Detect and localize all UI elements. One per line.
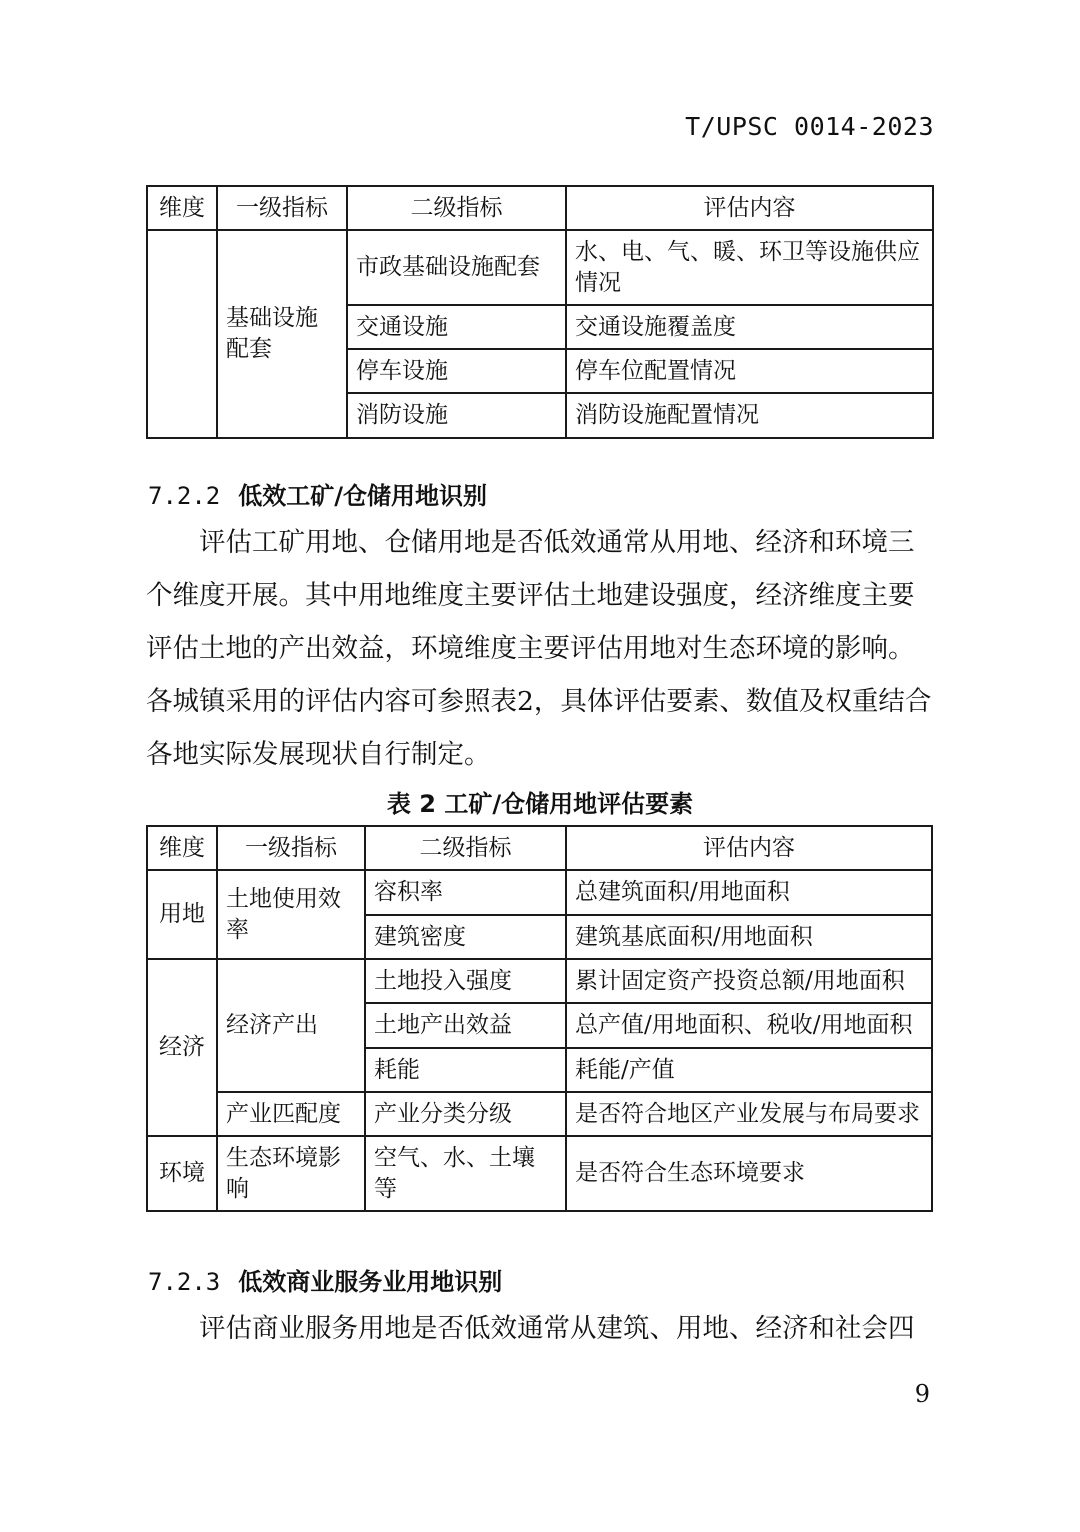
header-content: 评估内容 bbox=[566, 186, 933, 230]
section-number: 7.2.2 bbox=[148, 482, 221, 510]
secondary-indicator-cell: 建筑密度 bbox=[365, 915, 566, 959]
header-primary-indicator: 一级指标 bbox=[217, 826, 365, 870]
table-row bbox=[147, 1092, 932, 1136]
header-secondary-indicator: 二级指标 bbox=[365, 826, 566, 870]
table-row bbox=[147, 230, 933, 305]
content-cell: 累计固定资产投资总额/用地面积 bbox=[566, 959, 932, 1003]
section-title: 低效商业服务业用地识别 bbox=[238, 1268, 503, 1296]
content-cell: 总建筑面积/用地面积 bbox=[566, 870, 932, 915]
secondary-indicator-cell: 交通设施 bbox=[347, 305, 566, 349]
dimension-cell: 环境 bbox=[147, 1136, 217, 1211]
primary-indicator-cell: 经济产出 bbox=[217, 959, 365, 1092]
section-paragraph: 评估工矿用地、仓储用地是否低效通常从用地、经济和环境三个维度开展。其中用地维度主要评估土地建设强度，经济维度主要评估土地的产出效益，环境维度主要评估用地对生态环境的影响。各城镇采用的评估内容可参照表2，具体评估要素、数值及权重结合各地实际发展现状自行制定。 bbox=[146, 527, 932, 770]
secondary-indicator-cell: 耗能 bbox=[365, 1048, 566, 1092]
table-header-row bbox=[147, 826, 932, 870]
secondary-indicator-cell: 产业分类分级 bbox=[365, 1092, 566, 1136]
section-heading-7-2-3 bbox=[148, 1262, 502, 1297]
secondary-indicator-cell: 消防设施 bbox=[347, 393, 566, 438]
page-number: 9 bbox=[914, 1380, 930, 1408]
primary-indicator-cell: 基础设施配套 bbox=[217, 230, 347, 438]
table-row bbox=[147, 959, 932, 1003]
infrastructure-table bbox=[146, 185, 934, 439]
section-heading-7-2-2 bbox=[148, 476, 487, 511]
section-title: 低效工矿/仓储用地识别 bbox=[238, 482, 488, 510]
secondary-indicator-cell: 停车设施 bbox=[347, 349, 566, 393]
table-row bbox=[147, 870, 932, 915]
content-cell: 交通设施覆盖度 bbox=[566, 305, 933, 349]
content-cell: 建筑基底面积/用地面积 bbox=[566, 915, 932, 959]
content-cell: 是否符合生态环境要求 bbox=[566, 1136, 932, 1211]
primary-indicator-cell: 产业匹配度 bbox=[217, 1092, 365, 1136]
primary-indicator-cell: 土地使用效率 bbox=[217, 870, 365, 959]
table-header-row bbox=[147, 186, 933, 230]
secondary-indicator-cell: 土地产出效益 bbox=[365, 1003, 566, 1048]
document-id: T/UPSC 0014-2023 bbox=[685, 112, 934, 141]
content-cell: 总产值/用地面积、税收/用地面积 bbox=[566, 1003, 932, 1048]
header-secondary-indicator: 二级指标 bbox=[347, 186, 566, 230]
secondary-indicator-cell: 空气、水、土壤等 bbox=[365, 1136, 566, 1211]
secondary-indicator-cell: 土地投入强度 bbox=[365, 959, 566, 1003]
section-paragraph: 评估商业服务用地是否低效通常从建筑、用地、经济和社会四 bbox=[199, 1313, 915, 1344]
header-primary-indicator: 一级指标 bbox=[217, 186, 347, 230]
content-cell: 消防设施配置情况 bbox=[566, 393, 933, 438]
industrial-evaluation-table bbox=[146, 825, 933, 1212]
dimension-cell: 经济 bbox=[147, 959, 217, 1136]
content-cell: 停车位配置情况 bbox=[566, 349, 933, 393]
primary-indicator-cell: 生态环境影响 bbox=[217, 1136, 365, 1211]
table-caption: 表 2 工矿/仓储用地评估要素 bbox=[386, 790, 694, 818]
content-cell: 耗能/产值 bbox=[566, 1048, 932, 1092]
header-dimension: 维度 bbox=[147, 186, 217, 230]
dimension-cell bbox=[147, 230, 217, 438]
content-cell: 是否符合地区产业发展与布局要求 bbox=[566, 1092, 932, 1136]
content-cell: 水、电、气、暖、环卫等设施供应情况 bbox=[566, 230, 933, 305]
secondary-indicator-cell: 容积率 bbox=[365, 870, 566, 915]
dimension-cell: 用地 bbox=[147, 870, 217, 959]
secondary-indicator-cell: 市政基础设施配套 bbox=[347, 230, 566, 305]
table-row bbox=[147, 1136, 932, 1211]
header-dimension: 维度 bbox=[147, 826, 217, 870]
header-content: 评估内容 bbox=[566, 826, 932, 870]
section-number: 7.2.3 bbox=[148, 1268, 221, 1296]
